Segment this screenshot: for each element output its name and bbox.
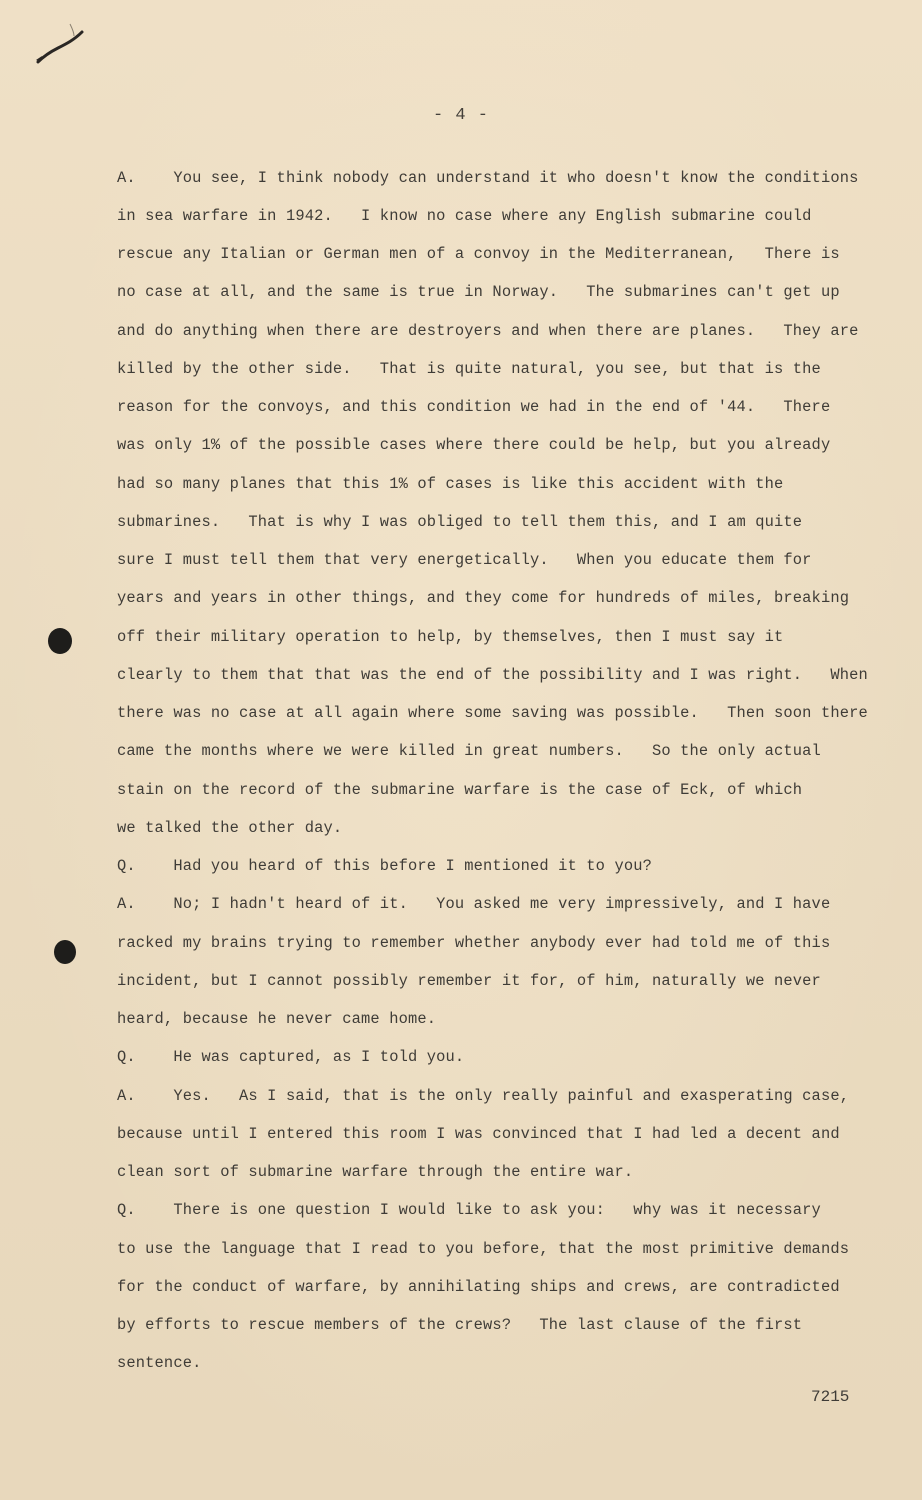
text-line: submarines. That is why I was obliged to tell them this, and I am quite <box>117 513 803 531</box>
text-line: A. No; I hadn't heard of it. You asked me very impressively, and I have <box>117 895 831 913</box>
page-number: - 4 - <box>432 106 489 125</box>
text-line: rescue any Italian or German men of a convoy in the Mediterranean, There is <box>117 245 840 263</box>
text-line: no case at all, and the same is true in Norway. The submarines can't get up <box>117 283 840 301</box>
text-line: there was no case at all again where some saving was possible. Then soon there <box>117 704 868 722</box>
text-line: clearly to them that that was the end of the possibility and I was right. When <box>117 666 868 684</box>
text-line: sure I must tell them that very energetically. When you educate them for <box>117 551 812 569</box>
text-line: Q. He was captured, as I told you. <box>117 1048 465 1066</box>
document-id: 7215 <box>811 1388 850 1406</box>
text-line: stain on the record of the submarine warfare is the case of Eck, of which <box>117 781 803 799</box>
text-line: off their military operation to help, by themselves, then I must say it <box>117 628 784 646</box>
text-line: Q. Had you heard of this before I mentioned it to you? <box>117 857 652 875</box>
text-line: killed by the other side. That is quite natural, you see, but that is the <box>117 360 821 378</box>
punch-hole <box>54 940 76 964</box>
text-line: had so many planes that this 1% of cases is like this accident with the <box>117 475 784 493</box>
text-line: and do anything when there are destroyers and when there are planes. They are <box>117 322 859 340</box>
text-line: came the months where we were killed in great numbers. So the only actual <box>117 742 821 760</box>
text-line: we talked the other day. <box>117 819 343 837</box>
text-line: because until I entered this room I was convinced that I had led a decent and <box>117 1125 840 1143</box>
ink-mark <box>28 22 88 68</box>
punch-hole <box>48 628 72 654</box>
text-line: A. Yes. As I said, that is the only really painful and exasperating case, <box>117 1087 850 1105</box>
text-line: Q. There is one question I would like to ask you: why was it necessary <box>117 1201 821 1219</box>
text-line: by efforts to rescue members of the crews? The last clause of the first <box>117 1316 803 1334</box>
text-line: to use the language that I read to you before, that the most primitive demands <box>117 1240 850 1258</box>
text-line: incident, but I cannot possibly remember it for, of him, naturally we never <box>117 972 821 990</box>
text-line: sentence. <box>117 1354 202 1372</box>
text-line: in sea warfare in 1942. I know no case where any English submarine could <box>117 207 812 225</box>
text-line: years and years in other things, and they come for hundreds of miles, breaking <box>117 589 850 607</box>
text-line: reason for the convoys, and this condition we had in the end of '44. There <box>117 398 831 416</box>
text-line: for the conduct of warfare, by annihilating ships and crews, are contradicted <box>117 1278 840 1296</box>
text-line: heard, because he never came home. <box>117 1010 437 1028</box>
text-line: A. You see, I think nobody can understand it who doesn't know the conditions <box>117 169 859 187</box>
text-line: clean sort of submarine warfare through the entire war. <box>117 1163 634 1181</box>
text-line: was only 1% of the possible cases where there could be help, but you already <box>117 436 831 454</box>
text-line: racked my brains trying to remember whether anybody ever had told me of this <box>117 934 831 952</box>
